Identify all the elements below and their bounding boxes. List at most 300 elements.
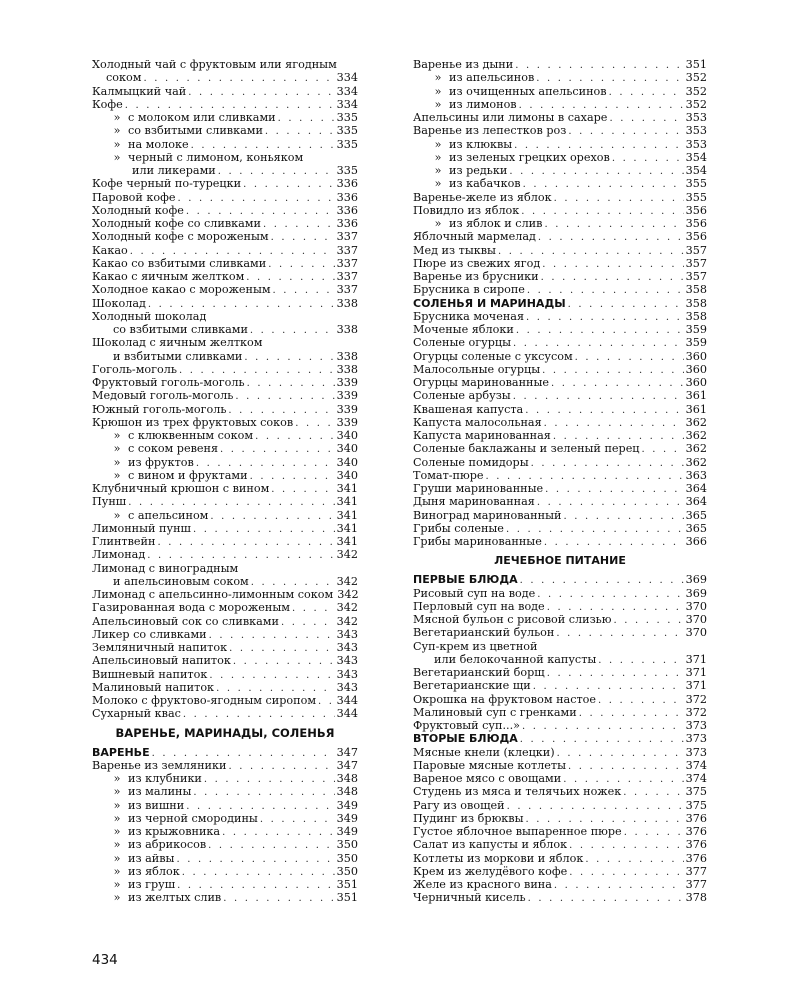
toc-entry-title: [92, 58, 337, 71]
toc-entry-title: [113, 323, 248, 336]
toc-page-number: 375: [685, 798, 707, 812]
section-heading: ЛЕЧЕБНОЕ ПИТАНИЕ: [494, 554, 626, 568]
toc-page-number: 339: [336, 402, 358, 416]
toc-entry: [413, 283, 707, 296]
toc-page-number: 357: [685, 270, 707, 283]
dot-leader: [513, 337, 684, 350]
toc-page-number: 361: [685, 389, 707, 403]
toc-entry: [413, 416, 707, 429]
toc-entry: [92, 668, 358, 681]
dot-leader: [531, 457, 684, 470]
toc-page-number: 357: [685, 243, 707, 257]
toc-page-number: 371: [685, 679, 707, 693]
toc-entry-text: Глинтвейн: [92, 535, 156, 548]
dot-leader: [157, 536, 334, 549]
toc-entry: [92, 191, 358, 204]
ditto-mark: »: [113, 825, 121, 838]
dot-leader: [507, 800, 684, 813]
toc-entry: [92, 681, 358, 694]
toc-entry-title: [413, 693, 596, 706]
dot-leader: [216, 682, 335, 695]
toc-entry-text: Малосольные огурцы: [413, 362, 541, 376]
dot-leader: [210, 510, 334, 523]
toc-entry-text: Апельсиновый сок со сливками: [92, 614, 279, 628]
toc-entry-title: [92, 522, 191, 535]
toc-page-number: 371: [685, 652, 707, 666]
dot-leader: [544, 536, 684, 549]
toc-page-number: 342: [336, 614, 358, 628]
toc-entry-title: [113, 350, 242, 363]
dot-leader: [243, 178, 335, 191]
dot-leader: [542, 364, 683, 377]
dot-leader: [220, 443, 335, 456]
dot-leader: [544, 218, 683, 231]
toc-page-number: 376: [685, 851, 707, 865]
toc-entry: [92, 177, 358, 190]
toc-entry-text: черный с лимоном, коньяком: [128, 150, 304, 164]
toc-entry-text: со взбитыми сливками: [113, 323, 248, 336]
toc-entry-text: из апельсинов: [449, 71, 535, 85]
toc-entry-text: из лимонов: [449, 97, 517, 111]
toc-page-number: 364: [685, 482, 707, 495]
toc-entry: [92, 891, 358, 904]
dot-leader: [318, 695, 335, 708]
toc-entry-title: [92, 403, 226, 416]
toc-entry-title: [92, 310, 206, 323]
toc-entry: [413, 706, 707, 719]
dot-leader: [255, 430, 335, 443]
toc-page-number: 375: [685, 785, 707, 799]
dot-leader: [235, 390, 334, 403]
toc-entry-text: ВТОРЫЕ БЛЮДА: [413, 732, 518, 746]
toc-entry-title: [106, 138, 189, 151]
toc-entry: [413, 838, 707, 851]
dot-leader: [177, 192, 334, 205]
toc-entry-title: [413, 456, 529, 469]
toc-entry: [92, 852, 358, 865]
toc-entry: [413, 825, 707, 838]
dot-leader: [554, 192, 684, 205]
dot-leader: [250, 324, 335, 337]
toc-entry: [413, 469, 707, 482]
dot-leader: [278, 112, 335, 125]
toc-entry: [413, 138, 707, 151]
toc-entry-text: из зеленых грецких орехов: [449, 150, 610, 164]
toc-entry: [413, 759, 707, 772]
toc-page-number: 353: [685, 111, 707, 124]
toc-page-number: 360: [685, 362, 707, 376]
toc-entry-text: Лимонный пунш: [92, 521, 191, 535]
toc-entry: [92, 257, 358, 270]
toc-entry-text: Моченые яблоки: [413, 323, 514, 336]
dot-leader: [522, 720, 684, 733]
toc-entry-title: [92, 535, 155, 548]
dot-leader: [568, 760, 684, 773]
dot-leader: [538, 231, 684, 244]
toc-entry: [92, 469, 358, 482]
toc-page-number: 366: [685, 535, 707, 548]
toc-entry-text: Томат-пюре: [413, 468, 484, 482]
toc-entry-title: [106, 151, 303, 164]
toc-entry: [413, 85, 707, 98]
dot-leader: [521, 205, 683, 218]
dot-leader: [247, 377, 335, 390]
toc-entry-title: [92, 746, 150, 759]
toc-entry: [92, 389, 358, 402]
dot-leader: [271, 231, 335, 244]
ditto-mark: »: [113, 798, 121, 812]
toc-entry: [92, 456, 358, 469]
toc-page-number: 347: [336, 745, 358, 759]
toc-entry-title: [413, 587, 535, 600]
toc-entry: [413, 640, 707, 653]
ditto-mark: »: [434, 177, 442, 191]
toc-entry: [92, 230, 358, 243]
toc-entry-title: [92, 707, 181, 720]
toc-entry: [92, 323, 358, 336]
toc-entry: [413, 124, 707, 137]
toc-page-number: 362: [685, 415, 707, 429]
toc-entry: [413, 98, 707, 111]
toc-entry-text: Повидло из яблок: [413, 203, 520, 217]
toc-entry: [413, 482, 707, 495]
toc-entry: [92, 482, 358, 495]
toc-entry: [413, 403, 707, 416]
toc-page-number: 340: [336, 468, 358, 482]
toc-entry-text: из яблок: [128, 864, 180, 878]
toc-entry-text: из черной смородины: [128, 811, 258, 825]
dot-leader: [623, 786, 683, 799]
dot-leader: [523, 178, 684, 191]
toc-page-number: 349: [336, 811, 358, 825]
toc-page-number: 352: [685, 84, 707, 98]
toc-entry: [92, 509, 358, 522]
toc-entry-title: [106, 799, 184, 812]
dot-leader: [176, 853, 334, 866]
toc-page-number: 356: [685, 217, 707, 230]
toc-entry: [92, 442, 358, 455]
toc-page-number: 355: [685, 190, 707, 204]
toc-entry: [92, 878, 358, 891]
dot-leader: [125, 99, 335, 112]
toc-entry-text: Варенье-желе из яблок: [413, 190, 552, 204]
toc-entry: [92, 124, 358, 137]
toc-entry-text: на молоке: [128, 137, 189, 151]
dot-leader: [222, 826, 335, 839]
toc-entry-text: из желтых слив: [128, 891, 222, 905]
dot-leader: [515, 59, 683, 72]
toc-entry: [413, 389, 707, 402]
toc-entry-title: [413, 230, 536, 243]
toc-page-number: 343: [336, 654, 358, 668]
dot-leader: [553, 430, 684, 443]
toc-entry-title: [413, 772, 561, 785]
toc-entry: [92, 707, 358, 720]
toc-entry-title: [106, 71, 141, 84]
toc-page-number: 364: [685, 495, 707, 509]
dot-leader: [520, 733, 684, 746]
toc-page-number: 340: [336, 455, 358, 469]
toc-entry-title: [413, 838, 567, 851]
toc-entry-text: Лимонад: [92, 548, 146, 562]
toc-entry: [92, 865, 358, 878]
toc-page-number: 365: [685, 521, 707, 535]
toc-page-number: 373: [685, 719, 707, 732]
toc-entry: [92, 403, 358, 416]
toc-page-number: 378: [685, 891, 707, 905]
toc-entry-text: Мясной бульон с рисовой слизью: [413, 613, 612, 626]
toc-entry-title: [92, 283, 271, 296]
toc-page-number: 341: [336, 495, 358, 509]
dot-leader: [233, 655, 335, 668]
toc-entry-title: [413, 719, 520, 732]
toc-page-number: 361: [685, 402, 707, 416]
toc-entry-text: с соком ревеня: [128, 442, 219, 456]
toc-entry-title: [92, 482, 269, 495]
toc-page-number: 337: [336, 283, 358, 297]
toc-page-number: 356: [685, 203, 707, 217]
toc-entry-text: из редьки: [449, 164, 508, 177]
toc-entry-text: Лимонад с виноградным: [92, 561, 239, 575]
toc-entry-title: [413, 323, 514, 336]
toc-page-number: 339: [336, 376, 358, 389]
toc-entry: [413, 442, 707, 455]
toc-page-number: 337: [336, 270, 358, 283]
dot-leader: [533, 680, 684, 693]
toc-entry-text: Перловый суп на воде: [413, 599, 545, 613]
toc-entry: [413, 719, 707, 732]
toc-entry-text: Варенье из земляники: [92, 758, 227, 772]
toc-entry-title: [92, 615, 279, 628]
toc-entry-title: [413, 509, 561, 522]
toc-page-number: 335: [336, 137, 358, 151]
toc-entry: [92, 204, 358, 217]
toc-entry-text: Капуста маринованная: [413, 429, 551, 442]
toc-entry-text: Какао с яичным желтком: [92, 270, 245, 283]
toc-entry-text: Рисовый суп на воде: [413, 586, 536, 600]
dot-leader: [556, 627, 683, 640]
toc-entry-text: Холодный кофе: [92, 203, 184, 217]
toc-entry-text: со взбитыми сливками: [128, 124, 263, 138]
toc-entry: [413, 456, 707, 469]
dot-leader: [209, 669, 334, 682]
dot-leader: [186, 205, 335, 218]
toc-entry-title: [106, 865, 180, 878]
toc-page-number: 336: [336, 190, 358, 204]
toc-entry: [413, 653, 707, 666]
toc-entry: [413, 71, 707, 84]
toc-entry: [413, 230, 707, 243]
toc-entry: [92, 151, 358, 164]
toc-entry: [413, 363, 707, 376]
dot-leader: [516, 324, 684, 337]
ditto-mark: »: [113, 811, 121, 825]
toc-entry-text: Густое яблочное выпаренное пюре: [413, 825, 622, 838]
toc-entry: [92, 799, 358, 812]
toc-page-number: 371: [685, 666, 707, 679]
dot-leader: [542, 258, 683, 271]
toc-entry-title: [106, 825, 220, 838]
toc-entry-text: Рагу из овощей: [413, 798, 505, 812]
toc-page-number: 374: [685, 758, 707, 772]
toc-entry: [413, 785, 707, 798]
toc-page-number: 370: [685, 613, 707, 626]
toc-entry: [92, 812, 358, 825]
dot-leader: [563, 510, 683, 523]
toc-page-number: 351: [685, 58, 707, 71]
toc-entry-title: [106, 469, 248, 482]
toc-page-number: 342: [336, 601, 358, 615]
page-number: 434: [92, 952, 118, 968]
toc-entry: [92, 58, 358, 71]
toc-entry: [413, 58, 707, 71]
toc-entry-title: [92, 191, 175, 204]
ditto-mark: »: [113, 468, 121, 482]
dot-leader: [568, 298, 684, 311]
dot-leader: [193, 523, 335, 536]
toc-entry: [413, 746, 707, 759]
toc-entry: [92, 562, 358, 575]
toc-page-number: 342: [337, 588, 359, 601]
toc-entry-text: Клубничный крюшон с вином: [92, 482, 270, 495]
toc-entry: [413, 522, 707, 535]
toc-page-number: 341: [336, 521, 358, 535]
toc-page-number: 372: [685, 705, 707, 719]
toc-entry-text: Крем из желудёвого кофе: [413, 864, 568, 878]
toc-entry-text: Сухарный квас: [92, 707, 181, 721]
toc-entry-text: Калмыцкий чай: [92, 84, 187, 98]
toc-page-number: 343: [336, 667, 358, 681]
dot-leader: [514, 139, 683, 152]
dot-leader: [525, 404, 683, 417]
toc-entry-text: Медовый гоголь-моголь: [92, 389, 234, 403]
toc-entry-title: [413, 350, 573, 363]
toc-entry-text: Паровые мясные котлеты: [413, 758, 567, 772]
dot-leader: [191, 139, 335, 152]
toc-entry-text: Фруктовый суп...»: [413, 719, 520, 732]
dot-leader: [182, 866, 335, 879]
toc-entry: [92, 111, 358, 124]
toc-entry: [92, 85, 358, 98]
toc-entry-title: [427, 71, 534, 84]
toc-entry-text: и апельсиновым соком: [113, 574, 249, 588]
toc-entry: [92, 825, 358, 838]
toc-page-number: 334: [336, 71, 358, 85]
toc-entry: [92, 615, 358, 628]
dot-leader: [223, 892, 334, 905]
toc-entry-text: Соленые помидоры: [413, 455, 529, 469]
toc-page-number: 343: [336, 680, 358, 694]
toc-entry-title: [413, 124, 566, 137]
toc-page-number: 370: [685, 599, 707, 613]
toc-entry-text: Газированная вода с мороженым: [92, 601, 290, 615]
toc-entry: [413, 164, 707, 177]
dot-leader: [208, 839, 334, 852]
toc-entry-text: Брусника моченая: [413, 309, 525, 323]
toc-entry-title: [106, 878, 175, 891]
toc-entry-title: [413, 825, 622, 838]
toc-entry-text: из малины: [128, 785, 192, 799]
dot-leader: [642, 443, 684, 456]
ditto-mark: »: [113, 111, 121, 124]
ditto-mark: »: [113, 851, 121, 865]
toc-page-number: 341: [336, 508, 358, 522]
toc-entry-title: [413, 389, 511, 402]
toc-page-number: 334: [336, 84, 358, 98]
toc-entry-text: Ликер со сливками: [92, 627, 207, 641]
toc-entry: [92, 283, 358, 296]
toc-entry-text: Пюре из свежих ягод: [413, 256, 541, 270]
toc-entry-text: Паровой кофе: [92, 190, 176, 204]
toc-entry-text: из яблок и слив: [449, 217, 543, 230]
toc-entry-text: Студень из мяса и телячьих ножек: [413, 785, 622, 799]
toc-entry: [92, 522, 358, 535]
toc-page-number: 342: [336, 548, 358, 562]
toc-entry-title: [413, 111, 607, 124]
toc-entry: [92, 376, 358, 389]
toc-entry: [92, 98, 358, 111]
dot-leader: [271, 483, 334, 496]
toc-entry-title: [413, 297, 566, 310]
dot-leader: [273, 284, 335, 297]
toc-entry-text: из абрикосов: [128, 838, 207, 852]
toc-page-number: 340: [336, 442, 358, 456]
dot-leader: [292, 602, 335, 615]
toc-entry: [413, 310, 707, 323]
toc-entry: [92, 217, 358, 230]
toc-entry: [92, 363, 358, 376]
toc-entry: [92, 654, 358, 667]
dot-leader: [263, 218, 335, 231]
toc-page-number: 335: [336, 111, 358, 124]
toc-entry: [92, 336, 358, 349]
toc-page-number: 354: [685, 150, 707, 164]
toc-entry-text: Молоко с фруктово-ягодным сиропом: [92, 694, 317, 707]
toc-entry: [92, 838, 358, 851]
toc-entry-title: [92, 230, 269, 243]
toc-entry: [413, 535, 707, 548]
toc-page-number: 365: [685, 508, 707, 522]
toc-entry: [92, 416, 358, 429]
toc-entry: [413, 495, 707, 508]
toc-entry-title: [413, 865, 567, 878]
toc-entry-title: [413, 706, 577, 719]
dot-leader: [547, 667, 684, 680]
toc-page-number: 337: [336, 243, 358, 257]
toc-page-number: 350: [336, 851, 358, 865]
toc-entry-text: Окрошка на фруктовом настое: [413, 692, 597, 706]
toc-page-number: 377: [685, 864, 707, 878]
toc-entry-text: Мед из тыквы: [413, 243, 496, 257]
toc-entry: [92, 244, 358, 257]
toc-page-number: 344: [336, 694, 358, 707]
ditto-mark: »: [113, 785, 121, 799]
toc-page-number: 352: [685, 71, 707, 85]
toc-entry-title: [413, 535, 542, 548]
toc-entry-title: [92, 204, 184, 217]
toc-entry-title: [92, 297, 146, 310]
toc-entry-title: [92, 270, 244, 283]
toc-page-number: 349: [336, 825, 358, 838]
toc-page-number: 336: [336, 177, 358, 191]
toc-entry-title: [92, 668, 207, 681]
toc-entry: [413, 626, 707, 639]
dot-leader: [536, 72, 683, 85]
toc-entry-title: [413, 442, 640, 455]
toc-page-number: 350: [336, 838, 358, 852]
toc-entry-title: [413, 600, 545, 613]
toc-entry-text: СОЛЕНЬЯ И МАРИНАДЫ: [413, 296, 566, 310]
